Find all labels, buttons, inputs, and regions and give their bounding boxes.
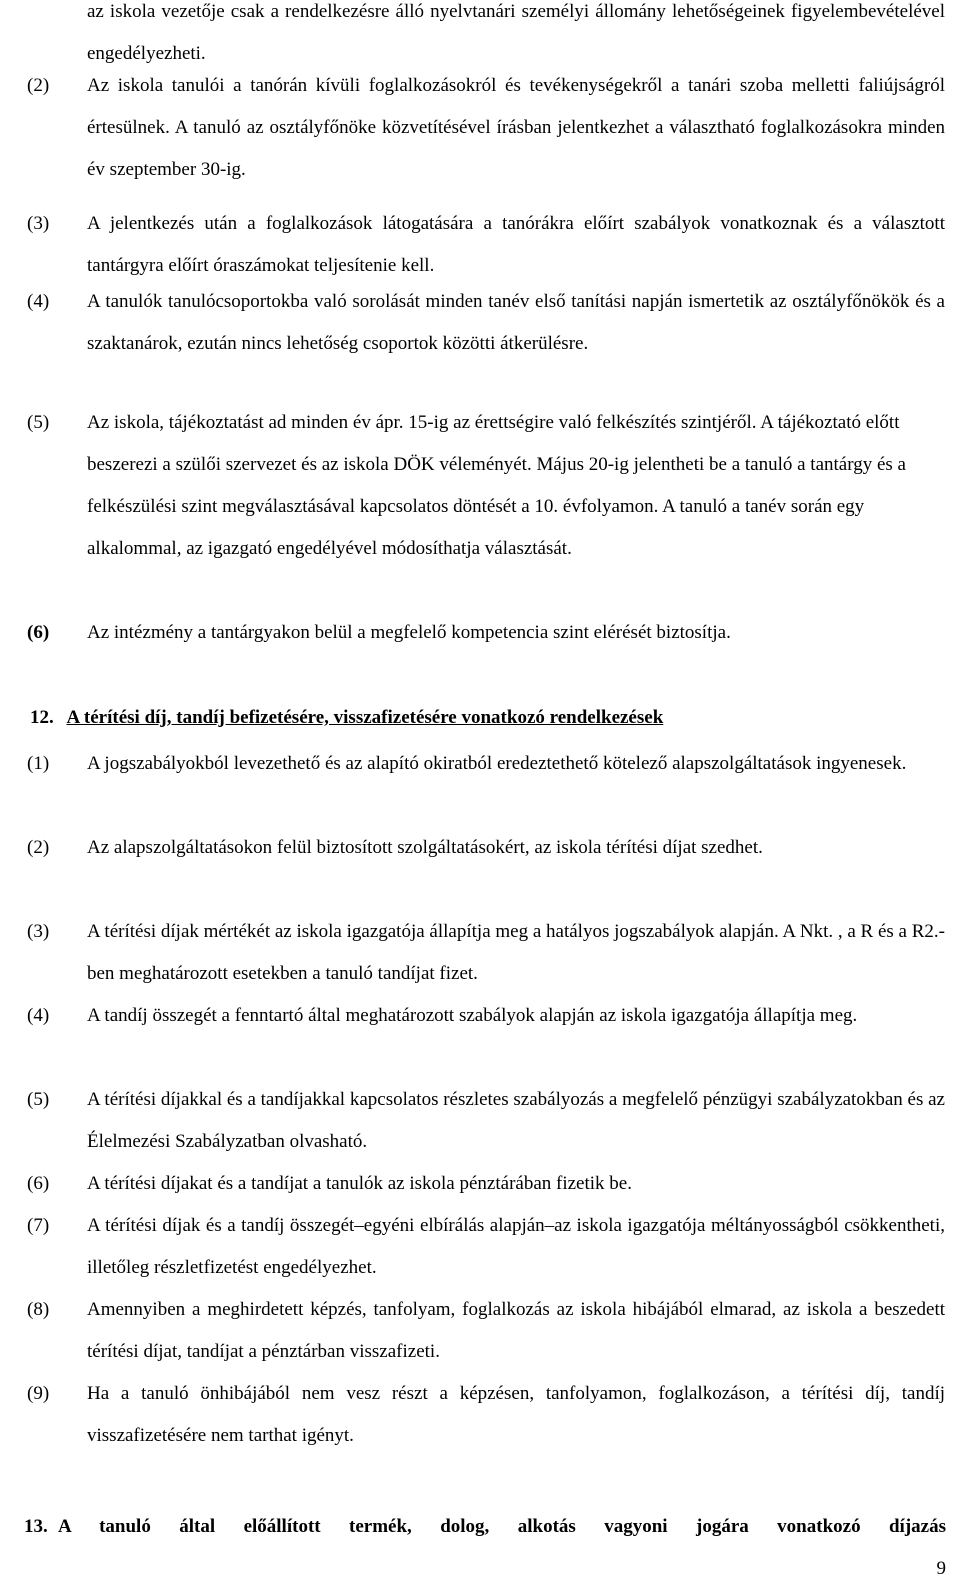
- item-number: (7): [27, 1215, 50, 1236]
- section-heading: [30, 703, 663, 733]
- item-number: (8): [27, 1299, 50, 1320]
- item-text: Az alapszolgáltatásokon felül biztosított szolgáltatásokért, az iskola térítési díjat szedhet.: [87, 837, 763, 858]
- paragraph-text: az iskola vezetője csak a rendelkezésre álló nyelvtanári személyi állomány lehetőségeinek figyelembevételével engedélyezheti.: [87, 1, 945, 64]
- section-title: A térítési díj, tandíj befizetésére, visszafizetésére vonatkozó rendelkezések: [66, 707, 664, 728]
- item-number: (1): [27, 753, 50, 774]
- item-number: (3): [27, 921, 50, 942]
- item-number: (3): [27, 213, 50, 234]
- section-number: 13.: [24, 1516, 48, 1537]
- item-number: (2): [27, 837, 50, 858]
- item-number: (6): [27, 622, 50, 643]
- item-text: Az iskola tanulói a tanórán kívüli foglalkozásokról és tevékenységekről a tanári szoba melletti faliújságról értesülnek. A tanuló az osztályfőnöke közvetítésével írásban jelentkezhet a választható foglalkozásokra minden év szeptember 30-ig.: [87, 75, 945, 180]
- item-text: Ha a tanuló önhibájából nem vesz részt a képzésen, tanfolyamon, foglalkozáson, a térítési díj, tandíj visszafizetésére nem tarthat igényt.: [87, 1383, 945, 1446]
- item-number: (2): [27, 75, 50, 96]
- item-text: Az intézmény a tantárgyakon belül a megfelelő kompetencia szint elérését biztosítja.: [87, 622, 731, 643]
- item-number: (4): [27, 291, 50, 312]
- item-text: Amennyiben a meghirdetett képzés, tanfolyam, foglalkozás az iskola hibájából elmarad, az iskola a beszedett térítési díjat, tandíjat a pénztárban visszafizeti.: [87, 1299, 945, 1362]
- section-number: 12.: [30, 707, 54, 728]
- section-heading: [24, 1512, 946, 1542]
- item-number: (4): [27, 1005, 50, 1026]
- item-text: A jelentkezés után a foglalkozások látogatására a tanórákra előírt szabályok vonatkoznak és a választott tantárgyra előírt óraszámokat teljesítenie kell.: [87, 213, 945, 276]
- item-number: (6): [27, 1173, 50, 1194]
- item-text: A térítési díjak mértékét az iskola igazgatója állapítja meg a hatályos jogszabályok alapján. A Nkt. , a R és a R2.-ben meghatározott esetekben a tanuló tandíjat fizet.: [87, 921, 945, 984]
- item-text: A tandíj összegét a fenntartó által meghatározott szabályok alapján az iskola igazgatója állapítja meg.: [87, 1005, 858, 1026]
- item-number: (5): [27, 412, 50, 433]
- item-text: A jogszabályokból levezethető és az alapító okiratból eredeztethető kötelező alapszolgáltatások ingyenesek.: [87, 753, 907, 774]
- item-text: A tanulók tanulócsoportokba való sorolását minden tanév első tanítási napján ismertetik az osztályfőnökök és a szaktanárok, ezután nincs lehetőség csoportok közötti átkerülésre.: [87, 291, 945, 354]
- item-number: (9): [27, 1383, 50, 1404]
- item-text: A térítési díjak és a tandíj összegét–egyéni elbírálás alapján–az iskola igazgatója méltányosságból csökkentheti, illetőleg részletfizetést engedélyezhet.: [87, 1215, 945, 1278]
- item-text: Az iskola, tájékoztatást ad minden év ápr. 15-ig az érettségire való felkészítés szintjéről. A tájékoztató előtt beszerezi a szülői szervezet és az iskola DÖK véleményét. Május 20-ig jelentheti be a tanuló a tantárgy és a felkészülési szint megválasztásával kapcsolatos döntését a 10. évfolyamon. A tanuló a tanév során egy alkalommal, az igazgató engedélyével módosíthatja választását.: [87, 412, 906, 559]
- item-text: A térítési díjakkal és a tandíjakkal kapcsolatos részletes szabályozás a megfelelő pénzügyi szabályzatokban és az Élelmezési Szabályzatban olvasható.: [87, 1089, 945, 1152]
- item-text: A térítési díjakat és a tandíjat a tanulók az iskola pénztárában fizetik be.: [87, 1173, 632, 1194]
- item-number: (5): [27, 1089, 50, 1110]
- page-number: 9: [936, 1558, 946, 1579]
- section-title: A tanuló által előállított termék, dolog, alkotás vagyoni jogára vonatkozó díjazás: [58, 1516, 946, 1537]
